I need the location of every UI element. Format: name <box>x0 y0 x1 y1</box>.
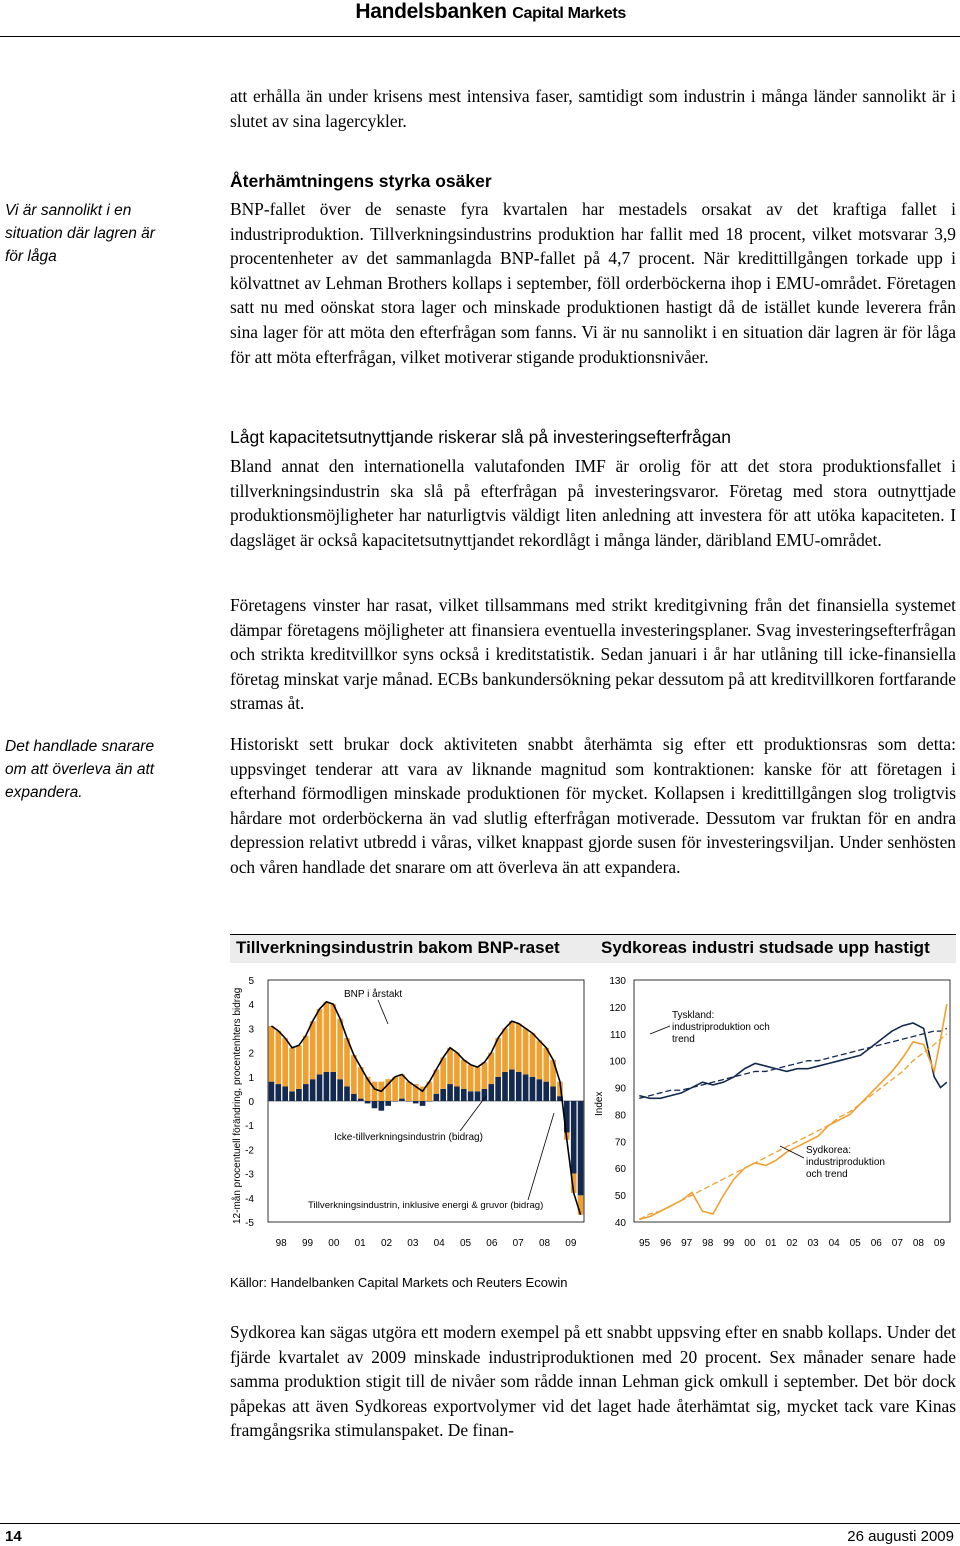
chart1-y-tick: 3 <box>248 1024 254 1036</box>
chart2-x-tick: 06 <box>870 1238 882 1249</box>
chart2-x-tick: 97 <box>681 1238 693 1249</box>
chart1-bar-manufacturing <box>275 1084 281 1101</box>
chart1-bar-manufacturing <box>324 1072 330 1101</box>
chart1-x-tick: 01 <box>354 1238 366 1249</box>
chart2-y-tick: 120 <box>609 1002 626 1014</box>
chart1-bar-non-manufacturing <box>454 1053 460 1087</box>
chart1-x-tick: 02 <box>380 1238 393 1249</box>
chart2-x-tick: 98 <box>702 1238 714 1249</box>
chart1-bar-manufacturing <box>468 1091 474 1101</box>
chart1-bar-non-manufacturing <box>447 1048 453 1084</box>
chart1-x-tick: 06 <box>486 1238 498 1249</box>
chart1-bar-manufacturing <box>392 1101 398 1102</box>
chart1-bar-manufacturing <box>461 1089 467 1101</box>
chart1-bar-non-manufacturing <box>289 1048 295 1092</box>
chart2-x-tick: 00 <box>744 1238 756 1249</box>
chart1-bar-manufacturing <box>433 1094 439 1101</box>
chart2-x-tick: 02 <box>786 1238 798 1249</box>
chart2-y-tick: 60 <box>614 1164 626 1176</box>
side-note-2: Det handlade snarare om att överleva än att expandera. <box>5 738 155 801</box>
chart1-y-tick: -2 <box>245 1145 254 1157</box>
section2-paragraph-2: Företagens vinster har rasat, vilket tillsammans med strikt kreditgivning från det finansiella systemet dämpar företagens möjligheter att finansiera eventuella investeringsplaner. Svag investeringsefterfrågan och strikta kreditvillkor syns också i kreditstatistik. Sedan januari i år har utlåning till icke-finansiella företag minskat varje månad. ECBs bankundersökning pekar dessutom på att kreditvillkoren fortfarande stramas åt. <box>230 595 956 714</box>
chart1-y-axis-label: 12-mån procentuell förändring, procentenhters bidrag <box>232 987 243 1224</box>
chart1-bar-non-manufacturing <box>317 1009 323 1074</box>
chart1-bar-manufacturing <box>317 1074 323 1101</box>
chart1-bar-manufacturing <box>385 1101 391 1106</box>
chart1-bar-non-manufacturing <box>310 1021 316 1079</box>
chart1-bar-non-manufacturing <box>488 1053 494 1084</box>
chart1-bar-manufacturing <box>413 1101 419 1103</box>
chart2-label-germany-3: trend <box>672 1034 695 1045</box>
chart1-bar-non-manufacturing <box>337 1019 343 1080</box>
chart1-bar-non-manufacturing <box>502 1028 508 1072</box>
chart1-y-tick: 0 <box>248 1097 254 1108</box>
chart-title-bar <box>230 934 956 963</box>
chart1-x-tick: 98 <box>275 1238 287 1249</box>
chart1-bar-manufacturing <box>550 1086 556 1101</box>
chart1-bar-manufacturing <box>475 1091 481 1101</box>
chart2-y-tick: 90 <box>614 1083 626 1095</box>
chart1-bar-manufacturing <box>495 1077 501 1101</box>
chart1-y-tick: -4 <box>245 1193 254 1205</box>
chart1-bar-manufacturing <box>399 1099 405 1101</box>
chart1-bar-non-manufacturing <box>406 1082 412 1101</box>
chart2-y-tick: 40 <box>614 1218 626 1229</box>
chart2-label-germany-2: industriproduktion och <box>672 1022 770 1033</box>
chart1-bar-manufacturing <box>530 1077 536 1101</box>
chart2-x-tick: 08 <box>912 1238 924 1249</box>
chart2-label-korea-1: Sydkorea: <box>806 1145 852 1156</box>
chart1-bar-non-manufacturing <box>324 1002 330 1072</box>
chart1-bar-manufacturing <box>509 1070 515 1101</box>
chart1-label-manufacturing: Tillverkningsindustrin, inklusive energi & gruvor (bidrag) <box>308 1200 544 1211</box>
chart1-x-tick: 04 <box>433 1238 445 1249</box>
chart1-y-tick: -1 <box>245 1121 254 1133</box>
chart1-title: Tillverkningsindustrin bakom BNP-raset <box>236 938 560 957</box>
chart1-bar-non-manufacturing <box>399 1074 405 1098</box>
chart1-bar-manufacturing <box>516 1072 522 1101</box>
chart1-bar-manufacturing <box>523 1074 529 1101</box>
chart1-bar-non-manufacturing <box>351 1055 357 1094</box>
chart1-bar-non-manufacturing <box>537 1041 543 1080</box>
chart1-bar-non-manufacturing <box>578 1195 584 1214</box>
chart1-bar-non-manufacturing <box>282 1038 288 1086</box>
chart1-bar-non-manufacturing <box>482 1062 488 1089</box>
chart1-bar-manufacturing <box>337 1079 343 1101</box>
chart1-bar-manufacturing <box>578 1101 584 1195</box>
chart1-bar-manufacturing <box>365 1101 371 1103</box>
chart2-y-tick: 70 <box>614 1137 626 1149</box>
chart1-bar-manufacturing <box>502 1072 508 1101</box>
chart1-bar-manufacturing <box>447 1084 453 1101</box>
chart1-x-tick: 03 <box>407 1238 419 1249</box>
chart1-y-tick: 2 <box>248 1048 254 1060</box>
chart1-bar-manufacturing <box>571 1101 577 1174</box>
chart2-arrow-germany <box>650 1026 670 1034</box>
chart1-label-non-manufacturing: Icke-tillverkningsindustrin (bidrag) <box>334 1132 483 1143</box>
page-footer <box>0 1523 960 1545</box>
chart1-bar-manufacturing <box>310 1079 316 1101</box>
brand-logo <box>355 0 626 24</box>
chart1-bar-manufacturing <box>372 1101 378 1108</box>
chart1-bar-manufacturing <box>537 1079 543 1101</box>
intro-paragraph: att erhålla än under krisens mest intensiva faser, samtidigt som industrin i många länder sannolikt är i slutet av sina lagercykler. <box>230 86 956 131</box>
footer-date: 26 augusti 2009 <box>847 1528 954 1545</box>
chart1-bar-non-manufacturing <box>330 1004 336 1072</box>
chart1-y-tick: 4 <box>248 1000 254 1012</box>
chart1-bar-manufacturing <box>454 1086 460 1101</box>
side-note-1: Vi är sannolikt i en situation där lagren är för låga <box>5 202 155 265</box>
chart1-bar-manufacturing <box>482 1089 488 1101</box>
chart1-y-tick: 1 <box>248 1072 254 1084</box>
chart1-bar-manufacturing <box>282 1086 288 1101</box>
chart2-label-korea-2: industriproduktion <box>806 1157 885 1168</box>
chart1-bar-non-manufacturing <box>296 1045 302 1089</box>
section2-paragraph-1: Bland annat den internationella valutafonden IMF är orolig för att det stora produktionsfallet i tillverkningsindustrin ska slå på efterfrågan på investeringsvaror. Företag med stora outnyttjade produktionsmöjligheter har naturligtvis väldigt liten anledning att investera för att utöka kapaciteten. I dagsläget är också kapacitetsutnyttjandet rekordlågt i många länder, däribland EMU-området. <box>230 456 956 550</box>
chart1-y-tick: -5 <box>245 1218 254 1229</box>
chart2-x-tick: 05 <box>849 1238 861 1249</box>
chart1-bar-manufacturing <box>289 1091 295 1101</box>
chart1-x-tick: 05 <box>459 1238 472 1249</box>
chart2-x-tick: 01 <box>765 1238 777 1249</box>
closing-paragraph: Sydkorea kan sägas utgöra ett modern exempel på ett snabbt uppsving efter en snabb kollaps. Under det fjärde kvartalet av 2009 minskade industriproduktionen med 20 procent. Sex månader senare hade samma produktion stigit till de nivåer som rådde innan Lehman gick omkull i september. Det bör dock påpekas att även Sydkoreas exportvolymer vid det laget hade återhämtat sig, mycket tack vare Kinas framgångsrika stimulanspaket. De finan- <box>230 1322 956 1441</box>
chart1-bar-manufacturing <box>427 1101 433 1102</box>
chart2-x-tick: 03 <box>807 1238 819 1249</box>
page-header <box>0 0 960 37</box>
chart1-bar-manufacturing <box>406 1101 412 1102</box>
chart1-bar-non-manufacturing <box>461 1060 467 1089</box>
chart1-bar-manufacturing <box>543 1082 549 1101</box>
chart2-y-tick: 100 <box>609 1056 626 1068</box>
chart1-bar-manufacturing <box>330 1072 336 1101</box>
page-number: 14 <box>5 1528 22 1545</box>
chart2-label-korea-3: och trend <box>806 1169 848 1180</box>
chart1-bar-manufacturing <box>420 1101 426 1106</box>
chart2-x-tick: 04 <box>828 1238 840 1249</box>
chart1-bar-manufacturing <box>379 1101 385 1111</box>
chart1-bar-non-manufacturing <box>275 1031 281 1084</box>
chart2-y-tick: 110 <box>610 1029 626 1041</box>
chart2-x-tick: 96 <box>660 1238 672 1249</box>
chart1-bar-non-manufacturing <box>392 1077 398 1101</box>
chart1-bar-non-manufacturing <box>509 1021 515 1069</box>
chart2-title: Sydkoreas industri studsade upp hastigt <box>601 938 930 957</box>
chart1-bar-non-manufacturing <box>475 1067 481 1091</box>
section-heading-1: Återhämtningens styrka osäker <box>230 171 492 191</box>
chart1-bar-manufacturing <box>488 1084 494 1101</box>
chart1-bar-manufacturing <box>351 1094 357 1101</box>
chart1-bar-non-manufacturing <box>344 1038 350 1086</box>
section-heading-2: Lågt kapacitetsutnyttjande riskerar slå på investeringsefterfrågan <box>230 427 731 447</box>
chart-source: Källor: Handelbanken Capital Markets och Reuters Ecowin <box>230 1275 568 1290</box>
chart1-bar-manufacturing <box>303 1084 309 1101</box>
chart2-x-tick: 09 <box>933 1238 946 1249</box>
chart1-y-tick: -3 <box>245 1169 254 1181</box>
chart2-y-tick: 80 <box>614 1110 626 1122</box>
chart1-bar-non-manufacturing <box>468 1065 474 1092</box>
chart2-industry-lines <box>590 968 958 1258</box>
chart1-bar-manufacturing <box>269 1082 275 1101</box>
chart1-bar-non-manufacturing <box>372 1082 378 1101</box>
chart1-bar-non-manufacturing <box>303 1036 309 1084</box>
chart2-x-tick: 07 <box>891 1238 903 1249</box>
chart2-label-germany-1: Tyskland: <box>672 1010 715 1021</box>
chart1-bar-manufacturing <box>358 1099 364 1101</box>
chart2-y-tick: 130 <box>609 976 626 987</box>
chart2-y-axis-label: Index <box>594 1091 605 1116</box>
chart1-bar-non-manufacturing <box>530 1033 536 1077</box>
chart1-x-tick: 09 <box>565 1238 577 1249</box>
chart1-gdp-bars <box>228 968 590 1258</box>
chart1-arrow-gdp <box>378 1000 388 1024</box>
chart1-bar-non-manufacturing <box>269 1026 275 1082</box>
section2-paragraph-3: Historiskt sett brukar dock aktiviteten snabbt återhämta sig efter ett produktionsras som detta: uppsvinget tenderar att vara av liknande magnitud som kontraktionen: kanske för att företagen i efterhand förmodligen minskade produktionen för mycket. Kollapsen i kredittillgången slog troligtvis hårdare mot orderböckerna än vad slutlig efterfrågan motiverade. Dessutom var fruktan för en andra depression relativt utbredd i våras, vilket knappast gjorde susen för investeringsviljan. Under senhösten och våren handlade det snarare om att överleva än att expandera. <box>230 734 956 877</box>
chart2-y-tick: 50 <box>614 1191 626 1203</box>
chart1-arrow-manufacturing <box>528 1113 554 1200</box>
chart1-bar-non-manufacturing <box>523 1028 529 1074</box>
chart1-x-tick: 07 <box>512 1238 524 1249</box>
brand-name: Handelsbanken <box>355 0 507 23</box>
chart1-x-tick: 08 <box>538 1238 551 1249</box>
section1-paragraph: BNP-fallet över de senaste fyra kvartalen har mestadels orsakat av det kraftiga fallet i industriproduktion. Tillverkningsindustrins produktion har fallit med 18 procent, vilket motsvarar 3,9 procentenheter av det sammanlagda BNP-fallet på 4,7 procent. När kredittillgången torkade upp i kölvattnet av Lehman Brothers kollaps i september, föll orderböckerna ihop i EMU-området. Företagen satt nu med oönskat stora lager och minskade produktionen hastigt då de istället kunde leverera från sina lager för att möta den efterfrågan som fanns. Vi är nu sannolikt i en situation där lagren är för låga för att möta efterfrågan, vilket motiverar stigande produktionsnivåer. <box>230 199 956 367</box>
chart1-label-gdp: BNP i årstakt <box>344 989 403 1000</box>
brand-sub: Capital Markets <box>512 5 626 22</box>
chart2-arrow-korea <box>780 1146 804 1158</box>
chart1-y-tick: 5 <box>248 976 254 987</box>
chart1-bar-manufacturing <box>440 1089 446 1101</box>
chart1-x-tick: 99 <box>301 1238 314 1249</box>
chart1-bar-manufacturing <box>344 1086 350 1101</box>
chart1-x-tick: 00 <box>328 1238 340 1249</box>
chart2-x-tick: 95 <box>638 1238 651 1249</box>
chart1-bar-non-manufacturing <box>516 1024 522 1072</box>
chart1-bar-manufacturing <box>296 1089 302 1101</box>
chart2-x-tick: 99 <box>723 1238 735 1249</box>
